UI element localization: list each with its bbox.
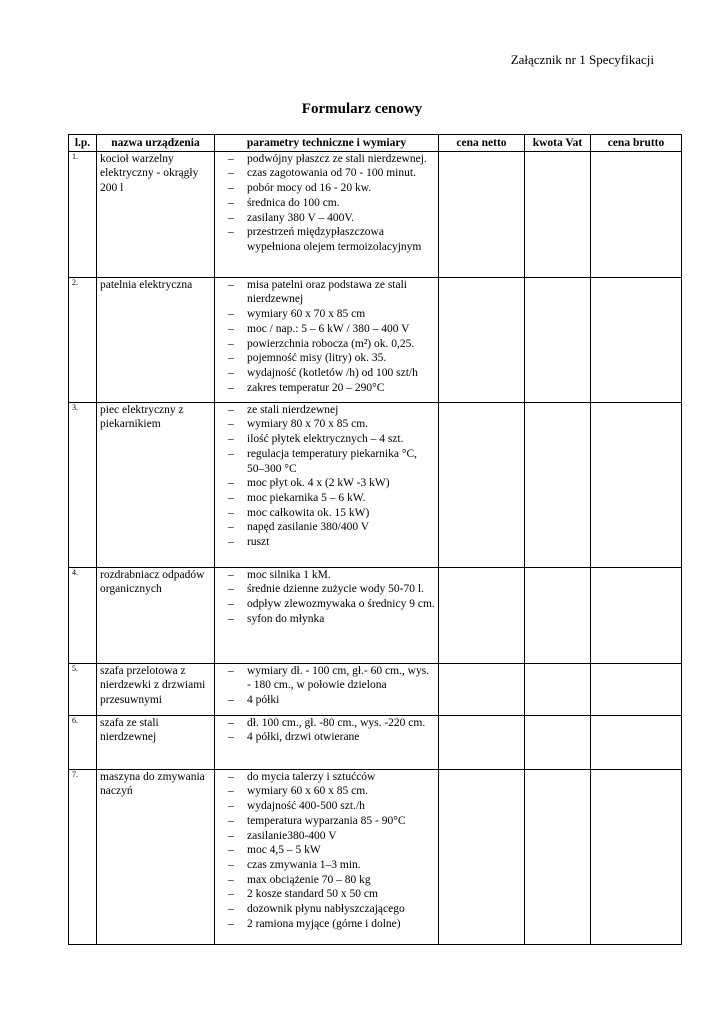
table-row (69, 663, 682, 715)
params-list (218, 403, 435, 550)
col-header-cena-netto: cena netto (439, 135, 525, 152)
price-form-table (68, 134, 682, 945)
price-gross-cell[interactable] (591, 567, 682, 663)
param-item: – moc piekarnika 5 – 6 kW. (218, 491, 435, 506)
price-gross-cell[interactable] (591, 402, 682, 567)
params-list (218, 152, 435, 255)
device-params (215, 715, 439, 769)
device-name: patelnia elektryczna (97, 277, 215, 402)
device-name: maszyna do zmywania naczyń (97, 769, 215, 944)
param-item: – zakres temperatur 20 – 290°C (218, 381, 435, 396)
device-name: szafa ze stali nierdzewnej (97, 715, 215, 769)
param-item: – średnie dzienne zużycie wody 50-70 l. (218, 582, 435, 597)
device-name: rozdrabniacz odpadów organicznych (97, 567, 215, 663)
param-item: – wydajność (kotletów /h) od 100 szt/h (218, 366, 435, 381)
device-name: kocioł warzelny elektryczny - okrągły 200 l (97, 151, 215, 277)
param-item: – moc 4,5 – 5 kW (218, 843, 435, 858)
param-item: – moc całkowita ok. 15 kW) (218, 506, 435, 521)
params-list (218, 664, 435, 708)
param-item: – ze stali nierdzewnej (218, 403, 435, 418)
param-item: – wymiary dł. - 100 cm, gł.- 60 cm., wys. - 180 cm., w połowie dzielona (218, 664, 435, 693)
param-item: – moc płyt ok. 4 x (2 kW -3 kW) (218, 476, 435, 491)
device-name: szafa przelotowa z nierdzewki z drzwiami przesuwnymi (97, 663, 215, 715)
row-number: 1. (69, 151, 97, 277)
params-list (218, 568, 435, 627)
param-item: – odpływ zlewozmywaka o średnicy 9 cm. (218, 597, 435, 612)
param-item: – ruszt (218, 535, 435, 550)
param-item: – wydajność 400-500 szt./h (218, 799, 435, 814)
row-number: 5. (69, 663, 97, 715)
vat-amount-cell[interactable] (525, 663, 591, 715)
params-list (218, 278, 435, 396)
row-number: 4. (69, 567, 97, 663)
table-body (69, 151, 682, 944)
param-item: – misa patelni oraz podstawa ze stali nierdzewnej (218, 278, 435, 307)
device-name: piec elektryczny z piekarnikiem (97, 402, 215, 567)
vat-amount-cell[interactable] (525, 769, 591, 944)
table-row (69, 769, 682, 944)
params-list (218, 770, 435, 932)
vat-amount-cell[interactable] (525, 151, 591, 277)
param-item: – do mycia talerzy i sztućców (218, 770, 435, 785)
price-gross-cell[interactable] (591, 151, 682, 277)
price-gross-cell[interactable] (591, 715, 682, 769)
form-title: Formularz cenowy (301, 101, 423, 117)
device-params (215, 151, 439, 277)
device-params (215, 402, 439, 567)
param-item: – czas zagotowania od 70 - 100 minut. (218, 166, 435, 181)
price-net-cell[interactable] (439, 402, 525, 567)
col-header-lp: l.p. (69, 135, 97, 152)
param-item: – napęd zasilanie 380/400 V (218, 520, 435, 535)
price-gross-cell[interactable] (591, 277, 682, 402)
row-number: 3. (69, 402, 97, 567)
price-net-cell[interactable] (439, 663, 525, 715)
param-item: – zasilanie380-400 V (218, 829, 435, 844)
params-list (218, 716, 435, 745)
table-row (69, 151, 682, 277)
device-params (215, 663, 439, 715)
param-item: – powierzchnia robocza (m²) ok. 0,25. (218, 337, 435, 352)
table-row (69, 715, 682, 769)
price-net-cell[interactable] (439, 567, 525, 663)
param-item: – średnica do 100 cm. (218, 196, 435, 211)
vat-amount-cell[interactable] (525, 402, 591, 567)
param-item: – zasilany 380 V – 400V. (218, 211, 435, 226)
param-item: – wymiary 60 x 70 x 85 cm (218, 307, 435, 322)
table-row (69, 567, 682, 663)
param-item: – wymiary 60 x 60 x 85 cm. (218, 784, 435, 799)
param-item: – wymiary 80 x 70 x 85 cm. (218, 417, 435, 432)
param-item: – 2 ramiona myjące (górne i dolne) (218, 917, 435, 932)
table-row (69, 277, 682, 402)
row-number: 6. (69, 715, 97, 769)
row-number: 2. (69, 277, 97, 402)
price-gross-cell[interactable] (591, 663, 682, 715)
param-item: – ilość płytek elektrycznych – 4 szt. (218, 432, 435, 447)
price-gross-cell[interactable] (591, 769, 682, 944)
price-net-cell[interactable] (439, 277, 525, 402)
device-params (215, 567, 439, 663)
param-item: – 2 kosze standard 50 x 50 cm (218, 887, 435, 902)
col-header-name: nazwa urządzenia (97, 135, 215, 152)
col-header-kwota-vat: kwota Vat (525, 135, 591, 152)
param-item: – syfon do młynka (218, 612, 435, 627)
param-item: – max obciążenie 70 – 80 kg (218, 873, 435, 888)
param-item: – przestrzeń międzypłaszczowa wypełniona olejem termoizolacyjnym (218, 225, 435, 254)
param-item: – 4 półki, drzwi otwierane (218, 730, 435, 745)
param-item: – regulacja temperatury piekarnika °C, 50–300 °C (218, 447, 435, 476)
vat-amount-cell[interactable] (525, 567, 591, 663)
param-item: – 4 półki (218, 693, 435, 708)
param-item: – dozownik płynu nabłyszczającego (218, 902, 435, 917)
price-net-cell[interactable] (439, 769, 525, 944)
param-item: – pobór mocy od 16 - 20 kw. (218, 181, 435, 196)
price-net-cell[interactable] (439, 151, 525, 277)
annex-label: Załącznik nr 1 Specyfikacji (510, 52, 654, 67)
param-item: – moc / nap.: 5 – 6 kW / 380 – 400 V (218, 322, 435, 337)
row-number: 7. (69, 769, 97, 944)
table-row (69, 402, 682, 567)
param-item: – temperatura wyparzania 85 - 90°C (218, 814, 435, 829)
param-item: – dł. 100 cm., gł. -80 cm., wys. -220 cm. (218, 716, 435, 731)
table-header-row (69, 135, 682, 152)
vat-amount-cell[interactable] (525, 277, 591, 402)
device-params (215, 277, 439, 402)
device-params (215, 769, 439, 944)
param-item: – moc silnika 1 kM. (218, 568, 435, 583)
param-item: – pojemność misy (litry) ok. 35. (218, 351, 435, 366)
price-net-cell[interactable] (439, 715, 525, 769)
col-header-cena-brutto: cena brutto (591, 135, 682, 152)
param-item: – podwójny płaszcz ze stali nierdzewnej. (218, 152, 435, 167)
param-item: – czas zmywania 1–3 min. (218, 858, 435, 873)
vat-amount-cell[interactable] (525, 715, 591, 769)
col-header-params: parametry techniczne i wymiary (215, 135, 439, 152)
